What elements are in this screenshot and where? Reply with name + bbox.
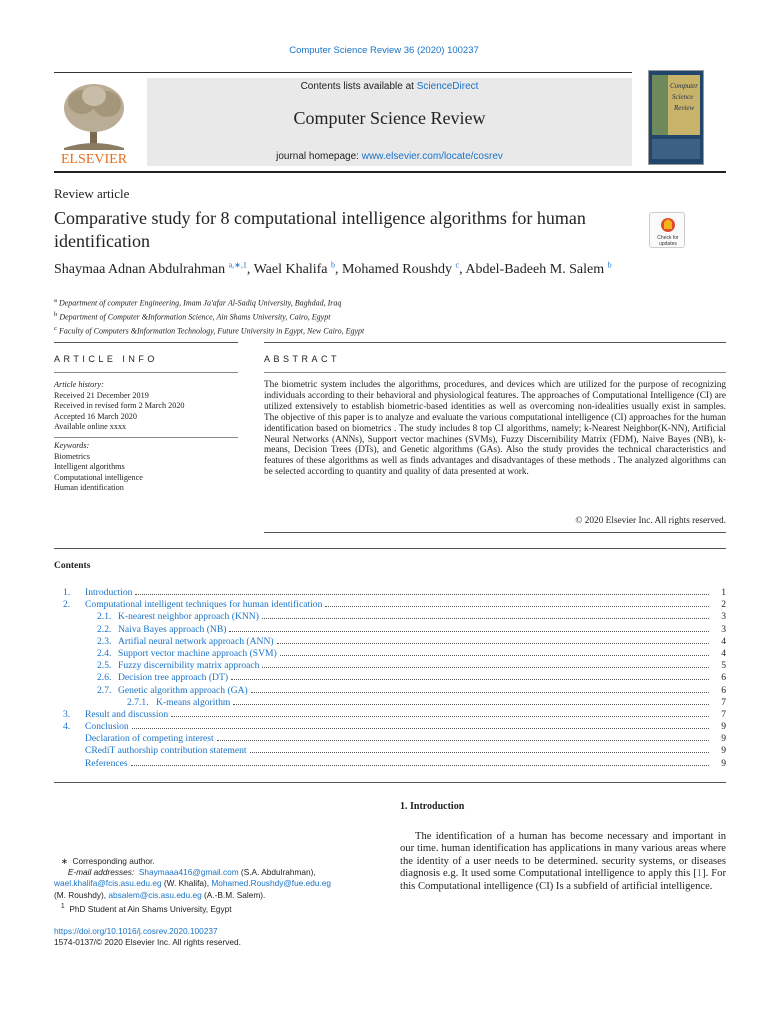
masthead (54, 78, 726, 166)
toc-link[interactable]: CRediT authorship contribution statement (85, 745, 247, 757)
article-history-label: Article history: (54, 380, 104, 389)
history-item: Available online xxxx (54, 422, 127, 432)
toc-link[interactable]: Naiva Bayes approach (NB) (118, 623, 227, 635)
toc-number: 2.3. (97, 635, 112, 647)
header-top-rule (54, 72, 632, 73)
email-link[interactable]: Shaymaaa416@gmail.com (138, 867, 239, 878)
corresponding-author-text: Corresponding author. (72, 856, 155, 866)
toc-page-number: 7 (721, 696, 726, 708)
elsevier-logo[interactable] (54, 78, 134, 166)
intro-text-end: ]. For this Computational intelligence (CI) Is a subfield of artificial intelligence. (400, 868, 726, 892)
author-marks[interactable]: b (607, 260, 612, 269)
contents-top-rule (54, 548, 726, 549)
article-info-rule (54, 342, 238, 343)
toc-number: 2.1. (97, 611, 112, 623)
affiliation-mark: b (54, 311, 58, 319)
keyword: Biometrics (54, 451, 90, 461)
toc-number: 2.5. (97, 660, 112, 672)
section-heading: 1. Introduction (400, 801, 465, 812)
cover-title-line-3: Review (674, 104, 695, 112)
toc-entry[interactable] (54, 733, 726, 745)
toc-entry[interactable] (54, 648, 726, 660)
toc-number: 4. (63, 721, 71, 733)
toc-link[interactable]: Fuzzy discernibility matrix approach (118, 660, 260, 672)
toc-link[interactable]: Artifial neural network approach (ANN) (118, 635, 274, 647)
toc-link[interactable]: References (85, 757, 128, 769)
abstract-rule-lower (264, 372, 726, 373)
toc-entry[interactable] (54, 672, 726, 684)
toc-number: 1. (63, 587, 71, 598)
author[interactable] (254, 262, 342, 277)
email-addresses (54, 867, 374, 901)
affiliation-text: Faculty of Computers &Information Technology, Future University in Egypt, New Cairo, Egypt (58, 326, 365, 336)
keyword: Human identification (54, 483, 124, 493)
email-owner: (S.A. Abdulrahman), (238, 867, 316, 878)
toc-leader-dots (250, 745, 709, 753)
affiliation-text: Department of Computer &Information Science, Ain Shams University, Cairo, Egypt (59, 312, 331, 322)
author-name[interactable]: Mohamed Roushdy (341, 261, 453, 277)
toc-leader-dots (217, 733, 709, 741)
sciencedirect-link[interactable]: ScienceDirect (416, 81, 479, 92)
check-updates-line-1: Check for (657, 235, 679, 241)
publisher-name: ELSEVIER (60, 152, 128, 166)
toc-entry[interactable] (54, 685, 726, 697)
email-label: E-mail addresses: (67, 867, 135, 878)
toc-leader-dots (132, 721, 709, 729)
doi-link[interactable]: https://doi.org/10.1016/j.cosrev.2020.100237 (54, 926, 218, 936)
toc-link[interactable]: Conclusion (85, 721, 129, 733)
toc-entry[interactable] (54, 611, 726, 623)
author-marks[interactable]: a,∗,1 (228, 260, 247, 269)
toc-leader-dots (277, 636, 709, 644)
affiliation-text: Department of computer Engineering, Imam Ja'afar Al-Sadiq University, Baghdad, Iraq (58, 298, 342, 308)
toc-page-number: 9 (721, 733, 726, 745)
student-note (54, 901, 374, 915)
cover-title-line-1: Computer (670, 82, 698, 90)
journal-title: Computer Science Review (293, 108, 486, 128)
journal-homepage-link[interactable]: www.elsevier.com/locate/cosrev (361, 151, 503, 162)
toc-page-number: 7 (721, 708, 726, 720)
toc-link[interactable]: Declaration of competing interest (85, 733, 214, 745)
toc-page-number: 2 (721, 599, 726, 611)
toc-number: 2.7. (97, 684, 112, 696)
toc-page-number: 3 (721, 611, 726, 623)
issn-line: 1574-0137/© 2020 Elsevier Inc. All rights reserved. (54, 937, 241, 948)
abstract-text: The biometric system includes the algorithms, procedures, and devices which are utilized for the purpose of recognizing individuals according to their behavioral and physiological features. The approaches of Computational Intelligence (CI) are utilized extensively to establish biometric-based identities as well as overcoming non-idealities usually exist in samples. The objective of this paper is to analyze and evaluate the various computational intelligence (CI) approaches for the human identification based on biometrics . The study includes 8 top CI algorithms, namely; k-Nearest Neighbor(K-NN), Artificial Neural Networks (ANNs), Support vector machines (SVMs), Fuzzy Discernibility Matrix (FDM), Naive Bayes (NB), k-means, Decision Trees (DTs), and Genetic algorithms (GAs). Also the study provides the technical characteristics and features of these algorithms as well as finds advantages and disadvantages of these methods . The analyzed algorithms can be selected according to quantity and quality of data presented at work. (264, 380, 726, 478)
toc-leader-dots (280, 648, 709, 656)
affiliation (54, 295, 364, 309)
table-of-contents (54, 587, 726, 770)
affiliation (54, 323, 364, 337)
check-for-updates-badge[interactable] (649, 212, 685, 248)
author-separator: , (334, 261, 342, 277)
homepage-line (147, 151, 632, 162)
toc-entry[interactable] (54, 758, 726, 770)
journal-cover-thumbnail[interactable] (648, 70, 704, 165)
journal-header-box (147, 78, 632, 166)
article-info-panel (54, 380, 238, 494)
toc-page-number: 9 (721, 745, 726, 757)
toc-leader-dots (233, 697, 709, 705)
author-separator: , (246, 261, 254, 277)
keyword: Computational intelligence (54, 472, 143, 482)
toc-number: 2.7.1. (127, 696, 149, 708)
toc-leader-dots (231, 672, 709, 680)
check-updates-line-2: updates (659, 241, 677, 247)
toc-entry[interactable] (54, 624, 726, 636)
email-link[interactable]: wael.khalifa@fcis.asu.edu.eg (54, 878, 162, 889)
article-info-rule-lower (54, 372, 238, 373)
doi-block (54, 926, 241, 948)
toc-entry[interactable] (54, 721, 726, 733)
affiliations (54, 295, 364, 337)
toc-leader-dots (325, 599, 709, 607)
toc-link[interactable]: Introduction (85, 587, 133, 598)
toc-page-number: 6 (721, 672, 726, 684)
abstract-end-rule (264, 532, 726, 533)
toc-leader-dots (251, 685, 709, 693)
toc-entry[interactable] (54, 599, 726, 611)
toc-link[interactable]: Decision tree approach (DT) (118, 672, 229, 684)
journal-reference[interactable] (0, 45, 768, 56)
toc-page-number: 5 (721, 660, 726, 672)
toc-page-number: 3 (721, 623, 726, 635)
affiliation-mark: c (54, 325, 57, 333)
history-item: Accepted 16 March 2020 (54, 411, 137, 421)
footnote-mark: ∗ (60, 856, 68, 866)
author-name[interactable]: Wael Khalifa (253, 261, 328, 277)
email-owner: (W. Khalifa), (161, 878, 212, 889)
toc-leader-dots (262, 611, 709, 619)
toc-leader-dots (131, 758, 709, 766)
history-item: Received in revised form 2 March 2020 (54, 401, 185, 411)
affiliation-mark: a (54, 297, 57, 304)
toc-link[interactable]: K-means algorithm (156, 696, 231, 708)
author-separator: , (459, 261, 466, 277)
keywords-label: Keywords: (54, 440, 90, 450)
student-note-text: PhD Student at Ain Shams University, Egypt (69, 903, 232, 914)
contents-line (147, 81, 632, 92)
toc-number: 2. (63, 599, 71, 611)
cover-art-icon (649, 71, 703, 164)
author-name[interactable]: Shaymaa Adnan Abdulrahman (54, 261, 226, 277)
toc-link[interactable]: Support vector machine approach (SVM) (118, 647, 277, 659)
author[interactable] (342, 262, 465, 277)
toc-page-number: 6 (721, 684, 726, 696)
toc-leader-dots (262, 660, 709, 668)
header-bottom-rule (54, 171, 726, 173)
introduction-paragraph (400, 831, 726, 893)
toc-entry[interactable] (54, 709, 726, 721)
footnote-mark: 1 (60, 902, 65, 910)
toc-leader-dots (229, 624, 709, 632)
toc-entry[interactable] (54, 697, 726, 709)
author-marks[interactable]: c (455, 260, 460, 269)
toc-number: 2.4. (97, 647, 112, 659)
article-info-divider (54, 437, 238, 438)
toc-page-number: 4 (721, 647, 726, 659)
citation-link[interactable]: 1 (696, 868, 703, 880)
contents-bottom-rule (54, 782, 726, 783)
check-updates-icon (650, 213, 686, 249)
email-owner: (M. Roushdy), (54, 889, 109, 900)
toc-number: 2.2. (97, 623, 112, 635)
toc-page-number: 1 (721, 587, 726, 598)
email-owner: (A.-B.M. Salem). (201, 889, 266, 900)
toc-entry[interactable] (54, 745, 726, 757)
cover-title-line-2: Science (672, 93, 694, 101)
intro-text-start: The identification of a human has become necessary and important in our time. human identification has applications in many various areas where the identity of a user needs to be determined. security systems, or diseases diagnosis e.g. It used some Computational intelligence to apply this [ (400, 831, 726, 880)
toc-link[interactable]: K-nearest neighbor approach (KNN) (118, 611, 259, 623)
corresponding-author-note (54, 856, 374, 867)
author[interactable] (54, 262, 254, 277)
toc-link[interactable]: Genetic algorithm approach (GA) (118, 684, 248, 696)
affiliation (54, 309, 364, 323)
toc-entry[interactable] (54, 660, 726, 672)
toc-page-number: 4 (721, 635, 726, 647)
author-name[interactable]: Abdel-Badeeh M. Salem (465, 261, 605, 277)
abstract-heading: ABSTRACT (264, 354, 341, 364)
paper-title: Comparative study for 8 computational intelligence algorithms for human identification (54, 208, 586, 251)
author[interactable] (465, 262, 611, 277)
toc-number: 2.6. (97, 672, 112, 684)
toc-page-number: 9 (721, 757, 726, 769)
keyword: Intelligent algorithms (54, 462, 125, 472)
history-item: Received 21 December 2019 (54, 390, 149, 400)
author-list (54, 256, 654, 279)
footnotes (54, 856, 374, 915)
toc-leader-dots (171, 709, 709, 717)
toc-leader-dots (135, 587, 709, 595)
toc-link[interactable]: Result and discussion (85, 708, 169, 720)
abstract-copyright: © 2020 Elsevier Inc. All rights reserved. (575, 516, 726, 526)
toc-page-number: 9 (721, 721, 726, 733)
toc-entry[interactable] (54, 636, 726, 648)
email-link[interactable]: absalem@cis.asu.edu.eg (108, 889, 202, 900)
journal-reference-link[interactable]: Computer Science Review 36 (2020) 100237 (289, 45, 479, 56)
abstract-rule (264, 342, 726, 343)
toc-link[interactable]: Computational intelligent techniques for human identification (85, 599, 323, 611)
article-type: Review article (54, 186, 130, 201)
homepage-prefix: journal homepage: (276, 151, 362, 162)
elsevier-tree-icon (54, 78, 134, 166)
contents-heading: Contents (54, 561, 91, 571)
article-info-heading: ARTICLE INFO (54, 354, 158, 364)
email-link[interactable]: Mohamed.Roushdy@fue.edu.eg (211, 878, 331, 889)
toc-entry[interactable] (54, 587, 726, 599)
contents-prefix: Contents lists available at (300, 81, 417, 92)
author-marks[interactable]: b (330, 260, 335, 269)
toc-number: 3. (63, 708, 71, 720)
